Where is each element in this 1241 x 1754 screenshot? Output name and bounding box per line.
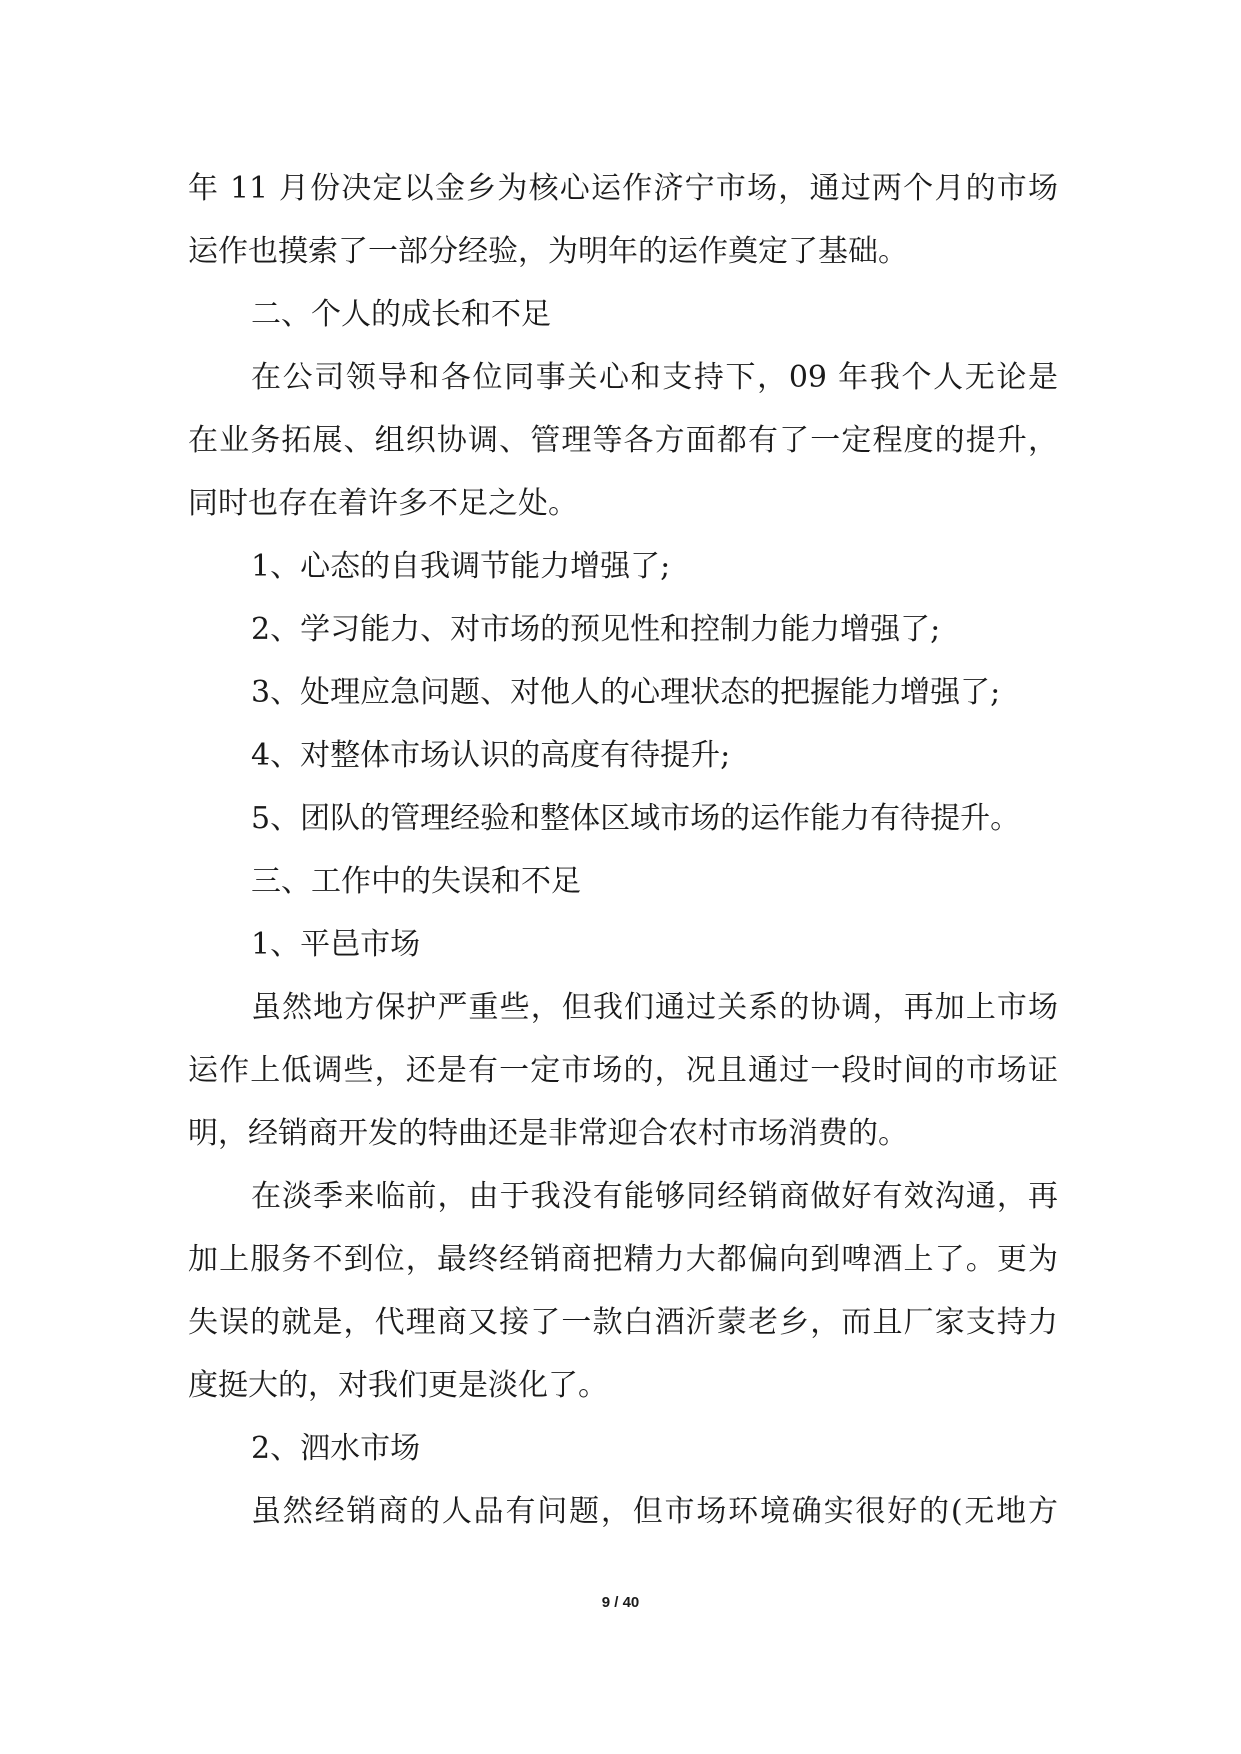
text-line: 虽然地方保护严重些，但我们通过关系的协调，再加上市场 bbox=[251, 990, 1058, 1025]
page-number: 9 / 40 bbox=[601, 1594, 640, 1611]
subsection-heading: 2、泗水市场 bbox=[251, 1431, 421, 1466]
text-line: 加上服务不到位，最终经销商把精力大都偏向到啤酒上了。更为 bbox=[188, 1242, 1058, 1277]
text-line: 年 11 月份决定以金乡为核心运作济宁市场，通过两个月的市场 bbox=[188, 171, 1058, 206]
list-item: 1、心态的自我调节能力增强了; bbox=[251, 549, 671, 584]
text-line: 失误的就是，代理商又接了一款白酒沂蒙老乡，而且厂家支持力 bbox=[188, 1305, 1058, 1340]
text-line: 同时也存在着许多不足之处。 bbox=[188, 486, 578, 521]
text-line: 明，经销商开发的特曲还是非常迎合农村市场消费的。 bbox=[188, 1116, 908, 1151]
text-line: 运作上低调些，还是有一定市场的，况且通过一段时间的市场证 bbox=[188, 1053, 1058, 1088]
text-line: 在淡季来临前，由于我没有能够同经销商做好有效沟通，再 bbox=[251, 1179, 1058, 1214]
list-item: 4、对整体市场认识的高度有待提升; bbox=[251, 738, 731, 773]
list-item: 2、学习能力、对市场的预见性和控制力能力增强了; bbox=[251, 612, 941, 647]
subsection-heading: 1、平邑市场 bbox=[251, 927, 421, 962]
text-line: 在公司领导和各位同事关心和支持下，09 年我个人无论是 bbox=[251, 360, 1058, 395]
text-line: 运作也摸索了一部分经验，为明年的运作奠定了基础。 bbox=[188, 234, 908, 269]
section-heading: 三、工作中的失误和不足 bbox=[251, 864, 581, 899]
list-item: 5、团队的管理经验和整体区域市场的运作能力有待提升。 bbox=[251, 801, 1021, 836]
text-line: 虽然经销商的人品有问题，但市场环境确实很好的(无地方 bbox=[251, 1494, 1058, 1529]
list-item: 3、处理应急问题、对他人的心理状态的把握能力增强了; bbox=[251, 675, 1001, 710]
document-body bbox=[188, 157, 1058, 1543]
text-line: 度挺大的，对我们更是淡化了。 bbox=[188, 1368, 608, 1403]
text-line: 在业务拓展、组织协调、管理等各方面都有了一定程度的提升， bbox=[188, 423, 1058, 458]
section-heading: 二、个人的成长和不足 bbox=[251, 297, 551, 332]
